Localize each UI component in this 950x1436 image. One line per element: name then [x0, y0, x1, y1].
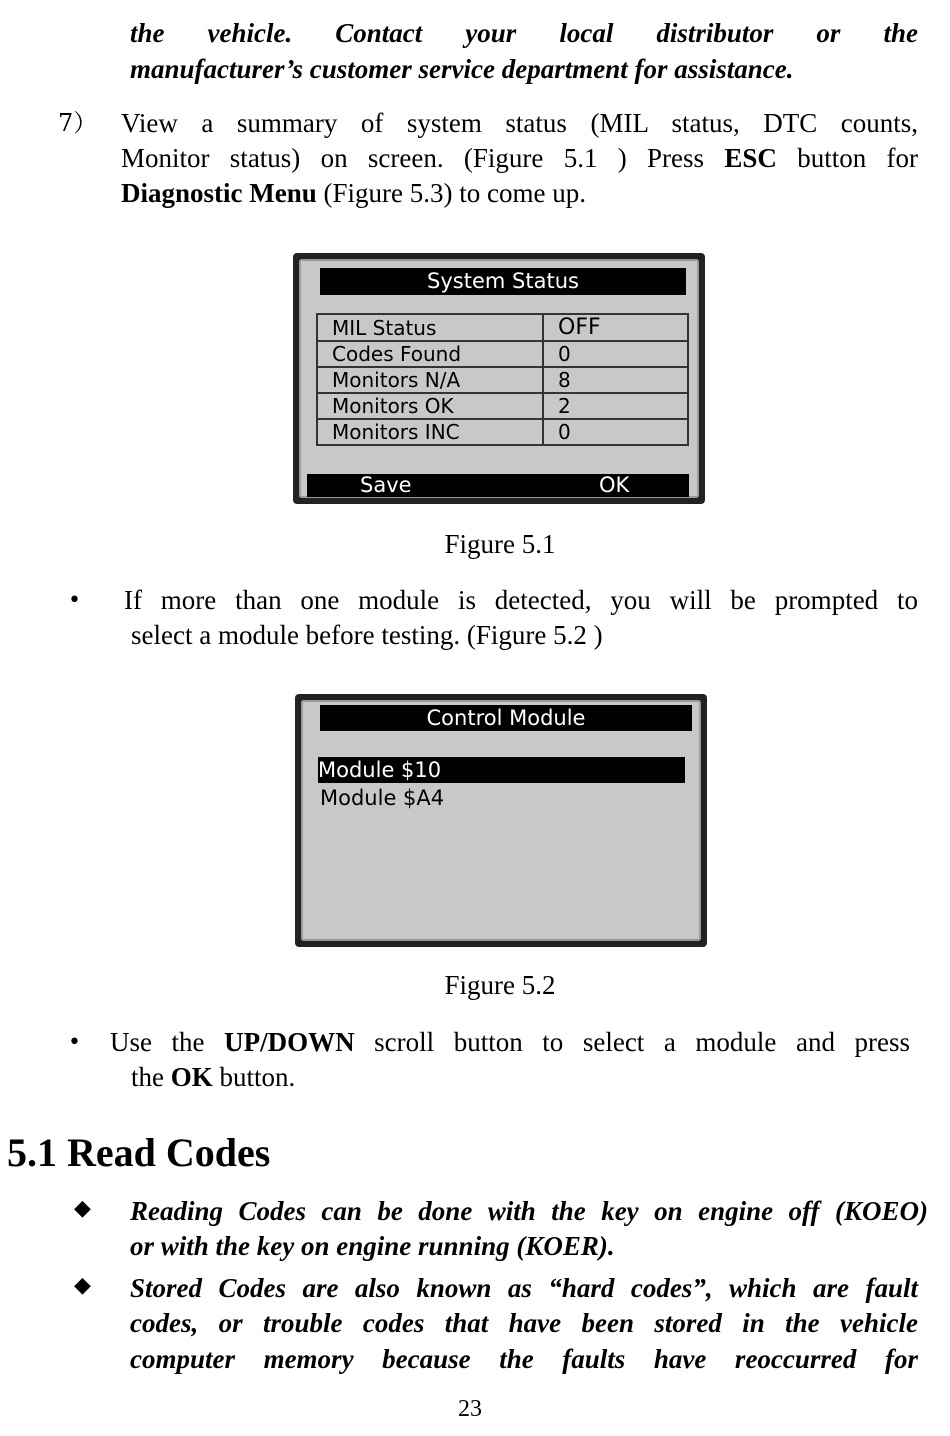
bullet2-line-2	[131, 1060, 918, 1095]
page-number: 23	[458, 1396, 482, 1422]
bullet2-text: button.	[212, 1062, 296, 1092]
status-value: 2	[543, 393, 688, 419]
diagnostic-menu-label: Diagnostic Menu	[121, 178, 317, 208]
table-row	[317, 341, 688, 367]
status-table	[316, 313, 689, 446]
intro-line-1	[130, 16, 918, 51]
step7-line-1: View a summary of system status (MIL status, DTC counts,	[121, 108, 918, 138]
intro-word: vehicle.	[207, 18, 293, 48]
figure-caption: Figure 5.2	[444, 970, 556, 1000]
step7-text: button for	[776, 143, 918, 173]
intro-word: the	[883, 18, 918, 48]
lcd-display	[301, 700, 701, 941]
status-label: Monitors N/A	[317, 367, 543, 393]
screen-title-bar: System Status	[320, 268, 686, 295]
status-value: 8	[543, 367, 688, 393]
intro-line-2: manufacturer’s customer service department for assistance.	[130, 54, 794, 84]
status-label: Monitors OK	[317, 393, 543, 419]
bullet-dot: •	[68, 1030, 81, 1055]
step7-text: (Figure 5.3) to come up.	[316, 178, 586, 208]
status-value: 0	[543, 419, 688, 445]
ok-button[interactable]: OK	[599, 473, 630, 497]
module-list-item[interactable]: Module $A4	[320, 786, 445, 810]
bullet2-line-1	[110, 1025, 910, 1060]
bullet2-text: Use the	[110, 1027, 225, 1057]
module-list-item-selected[interactable]: Module $10	[318, 757, 685, 783]
table-row	[317, 314, 688, 341]
read-codes-item-2-line-1: Stored Codes are also known as “hard codes”, which are fault	[130, 1273, 918, 1303]
step7-line-2	[121, 141, 918, 176]
intro-word: your	[465, 18, 517, 48]
lcd-display	[299, 259, 699, 498]
bullet-dot: •	[68, 588, 81, 613]
section-heading: 5.1 Read Codes	[7, 1130, 271, 1175]
table-row	[317, 367, 688, 393]
diamond-bullet-icon: ◆	[74, 1273, 91, 1298]
bullet1-line-2: select a module before testing. (Figure 5.2 )	[131, 620, 603, 650]
intro-word: local	[559, 18, 614, 48]
bullet2-text: scroll button to select a module and press	[354, 1027, 910, 1057]
intro-word: the	[130, 18, 165, 48]
status-value: OFF	[543, 314, 688, 341]
read-codes-item-2-line-2: codes, or trouble codes that have been stored in the vehicle	[130, 1308, 918, 1338]
screen-title-bar: Control Module	[320, 705, 692, 731]
step7-line-3	[121, 176, 918, 211]
bullet1-line-1: If more than one module is detected, you will be prompted to	[124, 585, 918, 615]
table-row	[317, 393, 688, 419]
control-module-screen	[295, 694, 707, 947]
intro-word: or	[816, 18, 841, 48]
read-codes-item-1-line-1: Reading Codes can be done with the key on engine off (KOEO)	[130, 1196, 928, 1226]
up-down-label: UP/DOWN	[224, 1027, 355, 1057]
bullet2-text: the	[131, 1062, 171, 1092]
figure-caption: Figure 5.1	[444, 529, 556, 559]
status-label: Monitors INC	[317, 419, 543, 445]
ok-key-label: OK	[170, 1062, 213, 1092]
step-number: 7）	[58, 109, 98, 137]
table-row	[317, 419, 688, 445]
intro-word: distributor	[656, 18, 774, 48]
status-value: 0	[543, 341, 688, 367]
system-status-screen	[293, 253, 705, 504]
esc-key-label: ESC	[724, 143, 777, 173]
intro-word: Contact	[335, 18, 423, 48]
bottom-soft-key-bar	[307, 474, 689, 497]
read-codes-item-2-line-3: computer memory because the faults have reoccurred for	[130, 1344, 918, 1374]
save-button[interactable]: Save	[360, 473, 412, 497]
step7-text: Monitor status) on screen. (Figure 5.1 ) Press	[121, 143, 725, 173]
diamond-bullet-icon: ◆	[74, 1196, 91, 1221]
status-label: MIL Status	[317, 314, 543, 341]
status-label: Codes Found	[317, 341, 543, 367]
read-codes-item-1-line-2: or with the key on engine running (KOER).	[130, 1231, 615, 1261]
